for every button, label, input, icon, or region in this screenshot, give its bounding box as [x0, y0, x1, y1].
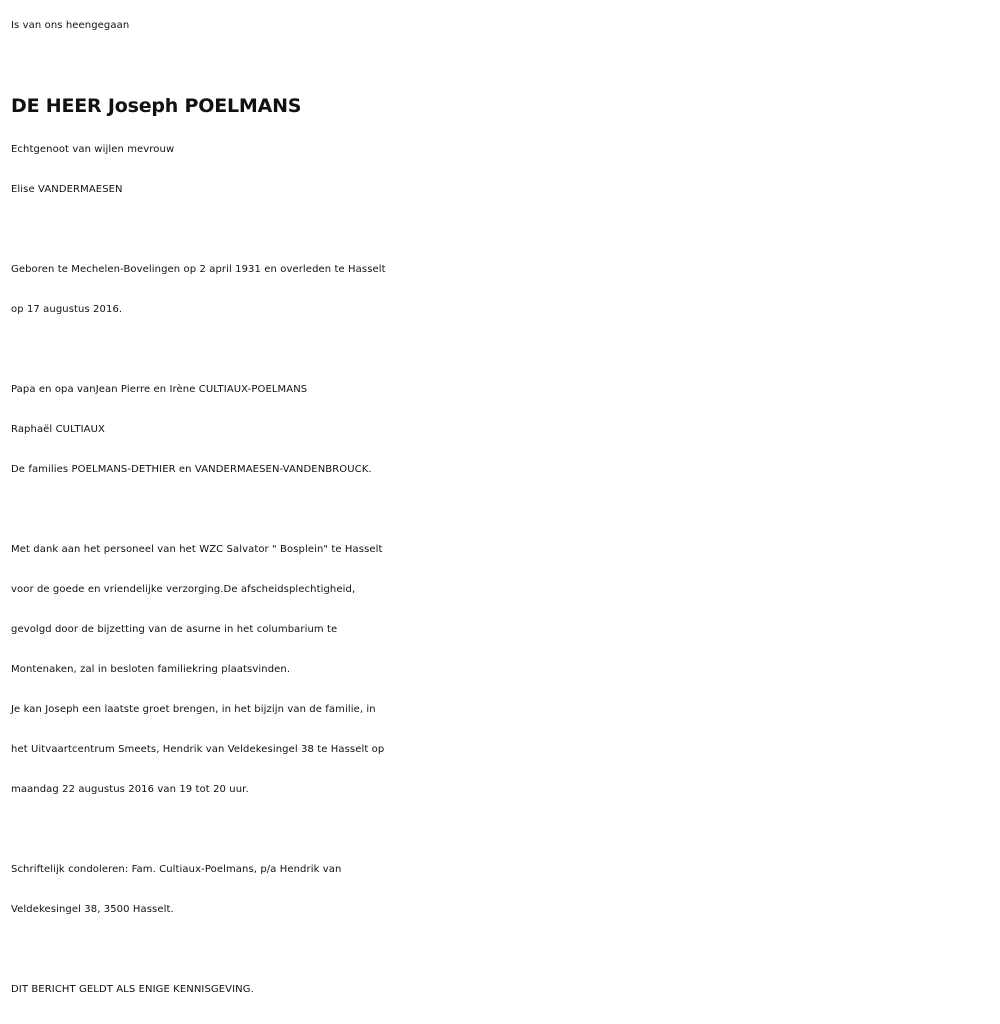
spouse-section: [11, 130, 996, 210]
family-line: Papa en opa vanJean Pierre en Irène CULTIAUX-POELMANS: [11, 384, 308, 395]
spacer: [11, 330, 996, 370]
thanks-line: Met dank aan het personeel van het WZC Salvator " Bosplein" te Hasselt: [11, 544, 383, 555]
condolences-line: Veldekesingel 38, 3500 Hasselt.: [11, 904, 174, 915]
spacer: [11, 930, 996, 970]
thanks-line: voor de goede en vriendelijke verzorging.De afscheidsplechtigheid,: [11, 584, 356, 595]
intro-text: Is van ons heengegaan: [11, 20, 130, 31]
spouse-line: Echtgenoot van wijlen mevrouw: [11, 144, 175, 155]
notice-text: DIT BERICHT GELDT ALS ENIGE KENNISGEVING.: [11, 984, 254, 995]
thanks-line: Montenaken, zal in besloten familiekring plaatsvinden.: [11, 664, 291, 675]
family-line: Raphaël CULTIAUX: [11, 424, 105, 435]
thanks-section: [11, 530, 996, 810]
condolences-section: [11, 850, 996, 930]
spacer: [11, 210, 996, 250]
birth-death-section: [11, 250, 996, 330]
birth-death-line: Geboren te Mechelen-Bovelingen op 2 april 1931 en overleden te Hasselt: [11, 264, 386, 275]
obituary-notice: [11, 6, 996, 1010]
deceased-name: DE HEER Joseph POELMANS: [11, 95, 302, 117]
condolences-line: Schriftelijk condoleren: Fam. Cultiaux-Poelmans, p/a Hendrik van: [11, 864, 342, 875]
family-line: De families POELMANS-DETHIER en VANDERMAESEN-VANDENBROUCK.: [11, 464, 372, 475]
spacer: [11, 490, 996, 530]
thanks-line: Je kan Joseph een laatste groet brengen, in het bijzijn van de familie, in: [11, 704, 376, 715]
family-section: [11, 370, 996, 490]
thanks-line: maandag 22 augustus 2016 van 19 tot 20 uur.: [11, 784, 249, 795]
birth-death-line: op 17 augustus 2016.: [11, 304, 123, 315]
thanks-line: het Uitvaartcentrum Smeets, Hendrik van Veldekesingel 38 te Hasselt op: [11, 744, 385, 755]
thanks-line: gevolgd door de bijzetting van de asurne in het columbarium te: [11, 624, 338, 635]
spouse-line: Elise VANDERMAESEN: [11, 184, 123, 195]
spacer: [11, 810, 996, 850]
